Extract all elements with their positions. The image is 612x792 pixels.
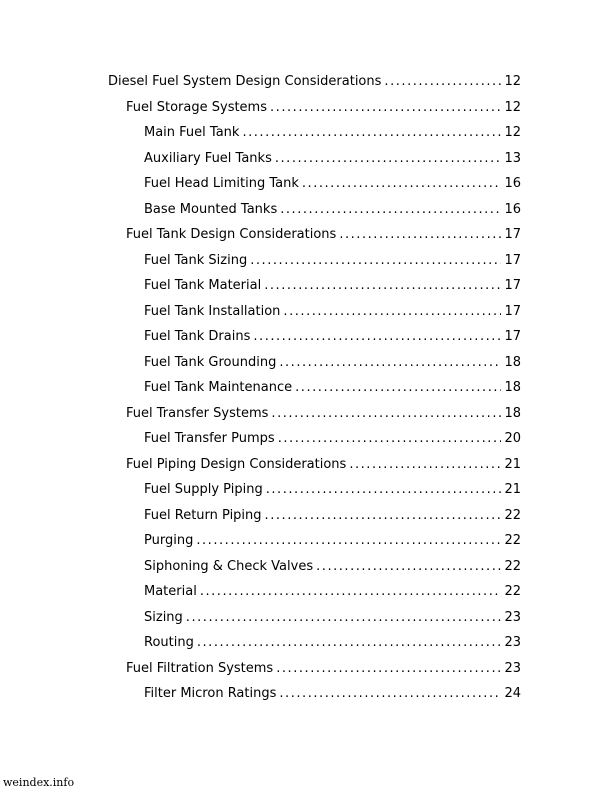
dot-leader xyxy=(275,151,502,167)
toc-entry-page: 21 xyxy=(504,482,521,497)
toc-entry-title: Fuel Filtration Systems xyxy=(126,660,274,676)
toc-entry[interactable] xyxy=(144,380,521,396)
dot-leader xyxy=(283,304,501,320)
toc-entry-title: Base Mounted Tanks xyxy=(144,201,278,217)
toc-entry-page: 23 xyxy=(504,609,521,625)
dot-leader xyxy=(276,661,501,677)
toc-entry[interactable] xyxy=(144,253,521,269)
dot-leader xyxy=(279,355,501,371)
toc-entry-title: Material xyxy=(144,584,197,599)
toc-entry[interactable] xyxy=(144,202,521,218)
toc-entry-page: 22 xyxy=(504,584,521,599)
toc-entry-page: 16 xyxy=(504,201,521,217)
toc-entry[interactable] xyxy=(144,151,521,167)
toc-entry-page: 17 xyxy=(504,329,521,344)
toc-entry-title: Fuel Tank Grounding xyxy=(144,354,277,370)
toc-entry-title: Fuel Storage Systems xyxy=(126,99,267,115)
toc-entry-title: Fuel Tank Material xyxy=(144,278,262,293)
toc-entry-title: Fuel Transfer Pumps xyxy=(144,431,275,446)
toc-entry-title: Routing xyxy=(144,635,194,650)
toc-entry-page: 12 xyxy=(504,74,521,89)
dot-leader xyxy=(316,559,501,575)
toc-entry-title: Purging xyxy=(144,533,194,548)
toc-entry-title: Fuel Piping Design Considerations xyxy=(126,456,347,472)
toc-entry-page: 12 xyxy=(504,99,521,115)
watermark: weindex.info xyxy=(3,776,75,789)
toc-entry[interactable] xyxy=(144,610,521,626)
toc-entry-title: Auxiliary Fuel Tanks xyxy=(144,150,272,166)
toc-entry[interactable] xyxy=(126,457,521,473)
toc-entry[interactable] xyxy=(144,176,521,192)
dot-leader xyxy=(197,635,502,651)
toc-entry-title: Fuel Tank Installation xyxy=(144,303,281,319)
dot-leader xyxy=(266,482,502,498)
toc-entry[interactable] xyxy=(144,482,521,498)
toc-entry-page: 22 xyxy=(504,533,521,548)
toc-entry-title: Fuel Tank Sizing xyxy=(144,252,248,268)
dot-leader xyxy=(278,431,502,447)
toc-entry[interactable] xyxy=(126,100,521,116)
toc-entry-title: Fuel Transfer Systems xyxy=(126,405,269,421)
toc-entry-page: 13 xyxy=(504,150,521,166)
toc-entry[interactable] xyxy=(144,533,521,549)
toc-entry[interactable] xyxy=(126,406,521,422)
toc-entry[interactable] xyxy=(108,74,521,90)
toc-entry[interactable] xyxy=(144,355,521,371)
toc-entry-title: Fuel Tank Design Considerations xyxy=(126,227,337,242)
dot-leader xyxy=(302,176,502,192)
toc-entry[interactable] xyxy=(126,661,521,677)
toc-entry-title: Siphoning & Check Valves xyxy=(144,558,314,574)
dot-leader xyxy=(270,100,501,116)
toc-entry-page: 17 xyxy=(504,227,521,242)
dot-leader xyxy=(186,610,502,626)
dot-leader xyxy=(242,125,501,141)
toc-entry-page: 18 xyxy=(504,354,521,370)
toc-entry-title: Filter Micron Ratings xyxy=(144,686,277,701)
toc-entry[interactable] xyxy=(144,431,521,447)
toc-entry[interactable] xyxy=(144,508,521,524)
toc-entry[interactable] xyxy=(144,125,521,141)
toc-entry-title: Sizing xyxy=(144,609,183,625)
toc-entry-page: 12 xyxy=(504,125,521,140)
toc-entry-page: 23 xyxy=(504,635,521,650)
toc-entry-page: 18 xyxy=(504,380,521,395)
dot-leader xyxy=(339,227,501,243)
dot-leader xyxy=(271,406,501,422)
toc-entry-title: Fuel Supply Piping xyxy=(144,482,263,497)
dot-leader xyxy=(295,380,501,396)
dot-leader xyxy=(253,329,501,345)
toc-entry[interactable] xyxy=(144,329,521,345)
toc-entry[interactable] xyxy=(144,559,521,575)
toc-entry-page: 17 xyxy=(504,303,521,319)
toc-entry[interactable] xyxy=(144,278,521,294)
dot-leader xyxy=(264,278,501,294)
toc-entry[interactable] xyxy=(144,304,521,320)
toc-entry-page: 20 xyxy=(504,431,521,446)
toc-entry[interactable] xyxy=(144,584,521,600)
toc-entry-page: 23 xyxy=(504,660,521,676)
toc-entry-page: 21 xyxy=(504,456,521,472)
toc-entry-title: Main Fuel Tank xyxy=(144,125,240,140)
toc-entry-title: Fuel Tank Maintenance xyxy=(144,380,293,395)
toc-entry[interactable] xyxy=(144,635,521,651)
toc-entry-page: 17 xyxy=(504,252,521,268)
toc-entry-title: Fuel Tank Drains xyxy=(144,329,251,344)
toc-entry-page: 17 xyxy=(504,278,521,293)
toc-entry[interactable] xyxy=(144,686,521,702)
toc-entry-title: Fuel Head Limiting Tank xyxy=(144,176,299,191)
dot-leader xyxy=(279,686,501,702)
dot-leader xyxy=(196,533,501,549)
dot-leader xyxy=(200,584,502,600)
dot-leader xyxy=(250,253,501,269)
toc-entry[interactable] xyxy=(126,227,521,243)
dot-leader xyxy=(280,202,501,218)
toc-entry-title: Diesel Fuel System Design Considerations xyxy=(108,74,382,89)
toc-entry-page: 22 xyxy=(504,558,521,574)
toc-entry-page: 16 xyxy=(504,176,521,191)
toc-entry-page: 24 xyxy=(504,686,521,701)
dot-leader xyxy=(349,457,501,473)
toc-entry-page: 18 xyxy=(504,405,521,421)
toc-entry-title: Fuel Return Piping xyxy=(144,507,262,523)
toc-entry-page: 22 xyxy=(504,507,521,523)
dot-leader xyxy=(384,74,501,90)
dot-leader xyxy=(265,508,502,524)
